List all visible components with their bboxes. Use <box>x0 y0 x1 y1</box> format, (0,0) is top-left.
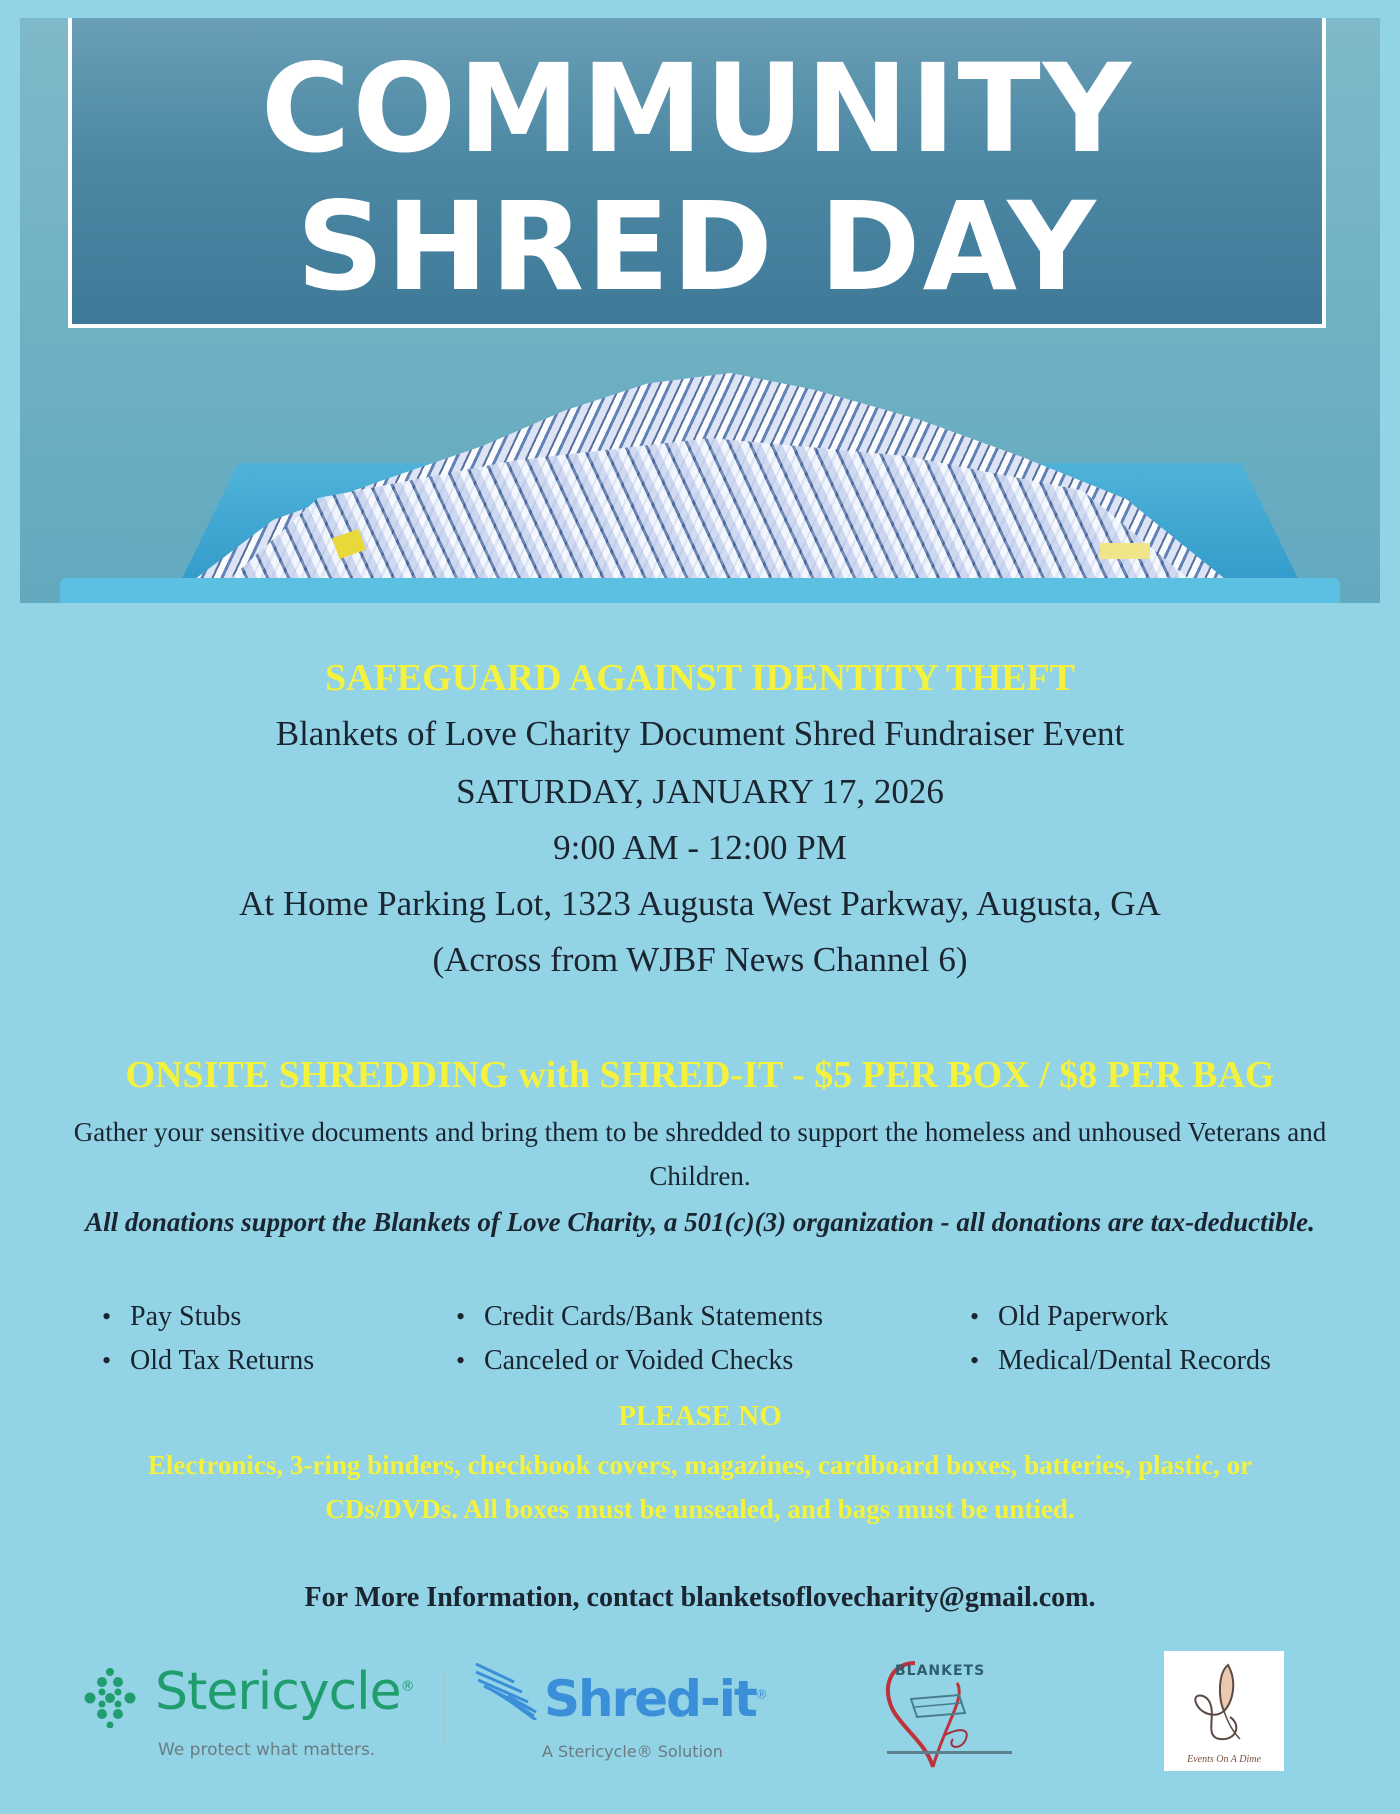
restrictions-heading: PLEASE NO <box>618 1400 782 1432</box>
paper-scrap <box>1100 543 1150 559</box>
tagline-heading: SAFEGUARD AGAINST IDENTITY THEFT <box>325 657 1075 699</box>
list-item: • Medical/Dental Records <box>970 1339 1271 1383</box>
shredit-wordmark: Shred-it® <box>544 1670 766 1728</box>
accepted-items-column-3 <box>970 1295 1271 1383</box>
blankets-subtitle-line <box>887 1751 1012 1754</box>
contact-info: For More Information, contact blanketsoflovecharity@gmail.com. <box>304 1582 1096 1613</box>
shredit-logo <box>474 1660 774 1770</box>
event-location: At Home Parking Lot, 1323 Augusta West Parkway, Augusta, GA <box>239 884 1161 923</box>
calla-lily-icon <box>1184 1659 1264 1749</box>
blankets-of-love-logo <box>875 1655 1015 1775</box>
list-item: • Old Paperwork <box>970 1295 1271 1339</box>
title-line-1: COMMUNITY <box>260 38 1134 180</box>
list-item: • Credit Cards/Bank Statements <box>456 1295 823 1339</box>
list-item: • Canceled or Voided Checks <box>456 1339 823 1383</box>
list-item: • Old Tax Returns <box>102 1339 314 1383</box>
donation-note: All donations support the Blankets of Love Charity, a 501(c)(3) organization - all donations are tax-deductible. <box>85 1207 1315 1237</box>
event-date: SATURDAY, JANUARY 17, 2026 <box>456 772 944 811</box>
shredding-heading: ONSITE SHREDDING with SHRED-IT - $5 PER BOX / $8 PER BAG <box>125 1054 1275 1096</box>
stericycle-tagline: We protect what matters. <box>158 1740 376 1760</box>
list-item: • Pay Stubs <box>102 1295 314 1339</box>
logo-divider <box>443 1672 445 1746</box>
shredit-tagline: A Stericycle® Solution <box>542 1742 723 1761</box>
event-landmark: (Across from WJBF News Channel 6) <box>432 940 968 979</box>
events-logo <box>1164 1651 1284 1771</box>
shredded-paper-pile-front <box>220 438 1200 588</box>
shred-bin-rim <box>60 578 1340 603</box>
events-script-text: Events On A Dime <box>1187 1754 1261 1765</box>
blankets-wordmark: BLANKETS <box>895 1663 986 1679</box>
accepted-items-column-1 <box>102 1295 314 1383</box>
hero-banner <box>20 18 1380 603</box>
event-name: Blankets of Love Charity Document Shred Fundraiser Event <box>275 714 1125 753</box>
event-time: 9:00 AM - 12:00 PM <box>553 828 847 867</box>
stericycle-dots-icon <box>80 1668 140 1728</box>
shredding-description: Gather your sensitive documents and bring them to be shredded to support the homeless and unhoused Veterans and Children. <box>73 1117 1327 1191</box>
title-line-2: SHRED DAY <box>296 176 1098 318</box>
title-box <box>68 18 1326 328</box>
accepted-items-list <box>0 1295 1400 1395</box>
accepted-items-column-2 <box>456 1295 823 1383</box>
stericycle-logo <box>80 1662 430 1768</box>
shredit-stripes-icon <box>474 1660 538 1720</box>
stericycle-wordmark: Stericycle® <box>155 1662 414 1722</box>
restrictions-text: Electronics, 3-ring binders, checkbook covers, magazines, cardboard boxes, batteries, plastic, or CDs/DVDs. All boxes must be unsealed, and bags must be untied. <box>147 1450 1253 1524</box>
